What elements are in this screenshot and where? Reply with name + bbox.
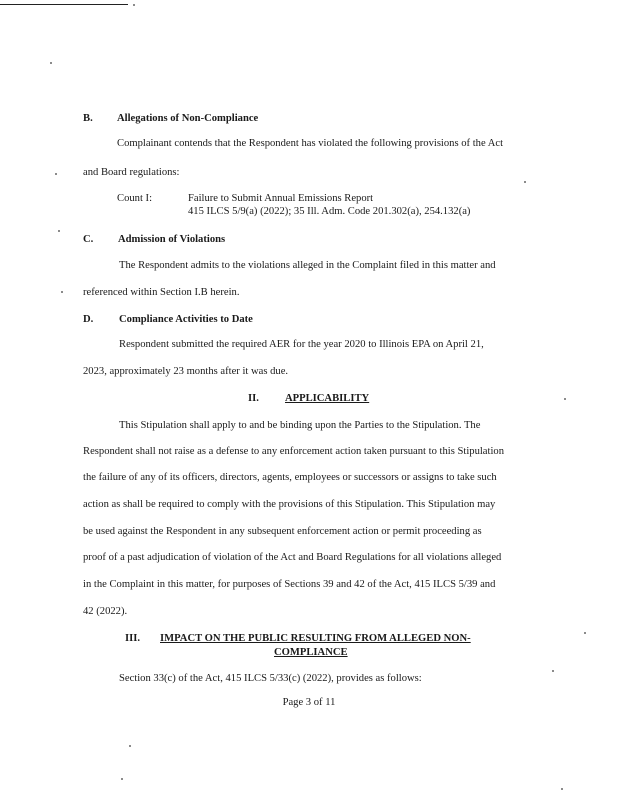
scan-speck [561,788,563,790]
section-ii-line: in the Complaint in this matter, for purposes of Sections 39 and 42 of the Act, 415 ILCS 5/39 and [83,579,496,590]
scan-speck [121,778,123,780]
section-c-letter: C. [83,234,94,245]
section-ii-numeral: II. [248,393,259,404]
section-d-para-line1: Respondent submitted the required AER for the year 2020 to Illinois EPA on April 21, [119,339,484,350]
section-ii-line: proof of a past adjudication of violation of the Act and Board Regulations for all violations alleged [83,552,502,563]
section-b-para-line2: and Board regulations: [83,167,180,178]
section-iii-para-line1: Section 33(c) of the Act, 415 ILCS 5/33(c) (2022), provides as follows: [119,673,422,684]
section-iii-heading-line2: COMPLIANCE [274,647,348,658]
scan-speck [584,632,586,634]
section-d-para-line2: 2023, approximately 23 months after it was due. [83,366,289,377]
section-b-letter: B. [83,113,93,124]
count-citation: 415 ILCS 5/9(a) (2022); 35 Ill. Adm. Code 201.302(a), 254.132(a) [188,206,471,217]
page-number: Page 3 of 11 [282,697,336,708]
section-c-para-line2: referenced within Section I.B herein. [83,287,240,298]
scan-speck [50,62,52,64]
count-title: Failure to Submit Annual Emissions Report [188,193,374,204]
scan-speck [58,230,60,232]
section-d-letter: D. [83,314,94,325]
scan-speck [129,745,131,747]
section-iii-heading-line1: IMPACT ON THE PUBLIC RESULTING FROM ALLEGED NON- [160,633,471,644]
section-c-heading: Admission of Violations [118,234,226,245]
scan-speck [55,173,57,175]
section-iii-numeral: III. [125,633,141,644]
section-ii-line: be used against the Respondent in any subsequent enforcement action or permit proceeding as [83,526,482,537]
section-ii-line: Respondent shall not raise as a defense to any enforcement action taken pursuant to this Stipulation [83,446,504,457]
scan-speck [61,291,63,293]
top-rule [0,4,128,5]
section-b-para-line1: Complainant contends that the Respondent has violated the following provisions of the Act [117,138,504,149]
section-d-heading: Compliance Activities to Date [119,314,253,325]
scan-speck [564,398,566,400]
section-c-para-line1: The Respondent admits to the violations alleged in the Complaint filed in this matter and [119,260,496,271]
section-ii-line: action as shall be required to comply with the provisions of this Stipulation. This Stipulation may [83,499,496,510]
count-label: Count I: [117,193,153,204]
section-ii-line: This Stipulation shall apply to and be binding upon the Parties to the Stipulation. The [119,420,481,431]
scan-speck [133,4,135,6]
scan-speck [552,670,554,672]
scan-speck [524,181,526,183]
section-ii-line: 42 (2022). [83,606,128,617]
section-ii-heading: APPLICABILITY [285,393,370,404]
section-ii-line: the failure of any of its officers, directors, agents, employees or successors or assigns to take such [83,472,497,483]
section-b-heading: Allegations of Non-Compliance [117,113,259,124]
